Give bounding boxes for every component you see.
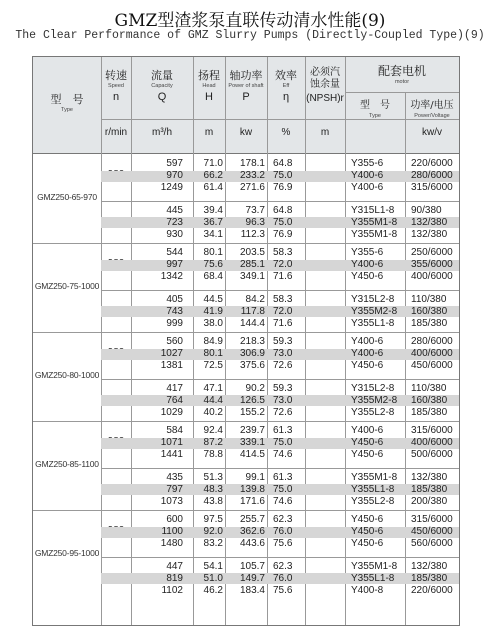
cell-capacity: 970 xyxy=(166,170,183,182)
unit-npsh: m xyxy=(320,127,330,138)
cell-head: 36.7 xyxy=(203,216,223,228)
cell-power: 144.4 xyxy=(239,318,265,329)
cell-power-voltage: 450/6000 xyxy=(411,526,453,538)
cell-efficiency: 75.0 xyxy=(273,483,293,495)
cell-power-voltage: 132/380 xyxy=(411,216,448,228)
cell-power-voltage: 200/380 xyxy=(411,496,448,507)
cell-head: 51.0 xyxy=(203,572,223,584)
cell-motor-type: Y355M1-8 xyxy=(351,229,398,240)
cell-head: 66.2 xyxy=(203,170,223,182)
cell-motor-type: Y450-6 xyxy=(351,514,384,525)
cell-efficiency: 76.0 xyxy=(273,526,293,538)
cell-motor-type: Y355L1-8 xyxy=(351,318,395,329)
header-motor: 配套电机 motor xyxy=(377,64,426,85)
cell-motor-type: Y450-6 xyxy=(351,449,384,461)
cell-power-voltage: 185/380 xyxy=(411,318,448,329)
block-divider xyxy=(33,421,459,422)
model-block xyxy=(33,154,459,243)
cell-capacity: 1441 xyxy=(160,449,183,461)
cell-power-voltage: 132/380 xyxy=(411,229,448,240)
cell-head: 80.1 xyxy=(203,247,223,258)
cell-power-voltage: 160/380 xyxy=(411,394,448,406)
cell-efficiency: 75.0 xyxy=(273,437,293,449)
cell-motor-type: Y355M2-8 xyxy=(351,305,398,317)
cell-motor-type: Y355M1-8 xyxy=(351,560,398,572)
cell-motor-type: Y315L1-8 xyxy=(351,204,395,216)
cell-head: 87.2 xyxy=(203,437,223,449)
cell-power: 218.3 xyxy=(239,336,265,347)
cell-head: 68.4 xyxy=(203,271,223,283)
cell-efficiency: 71.6 xyxy=(273,318,293,329)
cell-power-voltage: 560/6000 xyxy=(411,538,453,550)
cell-head: 48.3 xyxy=(203,483,223,495)
cell-efficiency: 76.9 xyxy=(273,182,293,194)
cell-motor-type: Y400-6 xyxy=(351,182,384,194)
cell-head: 41.9 xyxy=(203,305,223,317)
model-block xyxy=(33,510,459,599)
cell-efficiency: 75.0 xyxy=(273,170,293,182)
cell-capacity: 435 xyxy=(166,471,183,483)
cell-head: 92.4 xyxy=(203,425,223,436)
cell-motor-type: Y355L1-8 xyxy=(351,572,395,584)
cell-capacity: 560 xyxy=(166,336,183,347)
cell-capacity: 1381 xyxy=(160,360,183,372)
cell-motor-type: Y355M1-8 xyxy=(351,216,398,228)
cell-motor-type: Y355L2-8 xyxy=(351,496,395,507)
cell-head: 83.2 xyxy=(203,538,223,550)
cell-power: 126.5 xyxy=(239,394,265,406)
cell-capacity: 743 xyxy=(166,305,183,317)
group-divider xyxy=(101,201,459,202)
cell-power-voltage: 280/6000 xyxy=(411,170,453,182)
unit-capacity: m³/h xyxy=(152,127,172,138)
cell-power-voltage: 250/6000 xyxy=(411,247,453,258)
cell-capacity: 999 xyxy=(166,318,183,329)
header-motor-type: 型 号 Type xyxy=(360,100,390,119)
cell-motor-type: Y450-6 xyxy=(351,526,384,538)
cell-power: 139.8 xyxy=(239,483,265,495)
header-efficiency: 效率 Eff η xyxy=(275,69,297,103)
header-power: 轴功率 Power of shaft P xyxy=(228,69,264,103)
cell-efficiency: 59.3 xyxy=(273,336,293,347)
group-divider xyxy=(101,557,459,558)
cell-head: 51.3 xyxy=(203,471,223,483)
table-header xyxy=(33,57,459,153)
block-divider xyxy=(33,510,459,511)
cell-capacity: 447 xyxy=(166,560,183,572)
header-capacity: 流量 Capacity Q xyxy=(151,69,173,103)
cell-efficiency: 73.0 xyxy=(273,394,293,406)
pump-model: GMZ250-95-1000 xyxy=(34,548,100,558)
cell-capacity: 1029 xyxy=(160,407,183,418)
cell-motor-type: Y315L2-8 xyxy=(351,382,395,394)
cell-capacity: 997 xyxy=(166,259,183,271)
cell-motor-type: Y400-8 xyxy=(351,585,384,596)
group-divider xyxy=(101,290,459,291)
cell-power-voltage: 500/6000 xyxy=(411,449,453,461)
pump-model: GMZ250-65-970 xyxy=(37,192,97,202)
cell-capacity: 1102 xyxy=(161,585,183,596)
cell-motor-type: Y315L2-8 xyxy=(351,293,395,305)
cell-efficiency: 71.6 xyxy=(273,271,293,283)
cell-power: 414.5 xyxy=(239,449,265,461)
cell-power: 105.7 xyxy=(239,560,265,572)
cell-capacity: 764 xyxy=(166,394,183,406)
cell-efficiency: 75.6 xyxy=(273,538,293,550)
cell-motor-type: Y400-6 xyxy=(351,336,384,347)
cell-efficiency: 72.0 xyxy=(273,305,293,317)
cell-motor-type: Y400-6 xyxy=(351,170,384,182)
cell-motor-type: Y355M1-8 xyxy=(351,471,398,483)
cell-power: 155.2 xyxy=(239,407,265,418)
cell-head: 75.6 xyxy=(203,259,223,271)
cell-efficiency: 76.9 xyxy=(273,229,293,240)
cell-power-voltage: 110/380 xyxy=(411,382,447,394)
watermark xyxy=(270,610,410,620)
cell-power-voltage: 400/6000 xyxy=(411,271,453,283)
cell-head: 38.0 xyxy=(203,318,223,329)
cell-power-voltage: 185/380 xyxy=(411,407,448,418)
cell-capacity: 1073 xyxy=(160,496,183,507)
cell-motor-type: Y355M2-8 xyxy=(351,394,398,406)
unit-efficiency: % xyxy=(281,127,291,138)
cell-capacity: 797 xyxy=(166,483,183,495)
cell-power: 203.5 xyxy=(239,247,265,258)
cell-motor-type: Y355-6 xyxy=(351,158,384,169)
cell-efficiency: 72.6 xyxy=(273,360,293,372)
cell-power-voltage: 185/380 xyxy=(411,483,448,495)
cell-power-voltage: 355/6000 xyxy=(411,259,453,271)
cell-head: 44.4 xyxy=(203,394,223,406)
cell-capacity: 819 xyxy=(166,572,183,584)
cell-power: 349.1 xyxy=(239,271,265,283)
cell-efficiency: 64.8 xyxy=(273,204,293,216)
cell-head: 40.2 xyxy=(203,407,223,418)
cell-power: 443.6 xyxy=(239,538,265,550)
cell-capacity: 723 xyxy=(166,216,183,228)
cell-power-voltage: 110/380 xyxy=(411,293,447,305)
cell-power-voltage: 280/6000 xyxy=(411,336,453,347)
cell-efficiency: 75.0 xyxy=(273,216,293,228)
cell-capacity: 405 xyxy=(166,293,183,305)
cell-power-voltage: 160/380 xyxy=(411,305,448,317)
cell-power: 171.6 xyxy=(239,496,265,507)
cell-efficiency: 64.8 xyxy=(273,158,293,169)
cell-head: 54.1 xyxy=(203,560,223,572)
cell-head: 34.1 xyxy=(203,229,223,240)
cell-motor-type: Y400-6 xyxy=(351,348,384,360)
block-divider xyxy=(33,243,459,244)
unit-speed: r/min xyxy=(104,127,128,138)
cell-efficiency: 75.6 xyxy=(273,585,293,596)
cell-power-voltage: 90/380 xyxy=(411,204,442,216)
motor-divider xyxy=(345,92,459,93)
cell-head: 44.5 xyxy=(203,293,223,305)
cell-capacity: 1027 xyxy=(160,348,183,360)
cell-power-voltage: 450/6000 xyxy=(411,360,453,372)
group-divider xyxy=(101,379,459,380)
block-divider xyxy=(33,332,459,333)
cell-efficiency: 72.0 xyxy=(273,259,293,271)
cell-power-voltage: 400/6000 xyxy=(411,348,453,360)
cell-power: 178.1 xyxy=(239,158,265,169)
cell-efficiency: 74.6 xyxy=(273,496,293,507)
cell-power: 99.1 xyxy=(245,471,265,483)
cell-power: 271.6 xyxy=(239,182,265,194)
cell-capacity: 417 xyxy=(166,382,183,394)
cell-power-voltage: 220/6000 xyxy=(411,158,453,169)
cell-head: 80.1 xyxy=(203,348,223,360)
page-title: GMZ型渣浆泵直联传动清水性能(9) xyxy=(114,11,386,31)
cell-motor-type: Y450-6 xyxy=(351,437,384,449)
cell-power: 339.1 xyxy=(239,437,265,449)
cell-power-voltage: 220/6000 xyxy=(411,585,453,596)
cell-capacity: 1100 xyxy=(161,526,183,538)
cell-head: 72.5 xyxy=(203,360,223,372)
cell-motor-type: Y355L2-8 xyxy=(351,407,395,418)
cell-head: 43.8 xyxy=(203,496,223,507)
cell-power: 84.2 xyxy=(245,293,265,305)
cell-efficiency: 62.3 xyxy=(273,514,293,525)
header-model: 型 号 Type xyxy=(50,93,84,113)
cell-head: 46.2 xyxy=(203,585,223,596)
header-npsh: 必须汽蚀余量 (NPSH)r xyxy=(306,67,344,104)
cell-head: 97.5 xyxy=(203,514,223,525)
cell-power: 90.2 xyxy=(245,382,265,394)
cell-capacity: 445 xyxy=(166,204,183,216)
cell-head: 61.4 xyxy=(203,182,223,194)
cell-capacity: 600 xyxy=(166,514,183,525)
header-speed: 转速 Speed n xyxy=(105,69,127,103)
cell-motor-type: Y450-6 xyxy=(351,538,384,550)
model-block xyxy=(33,421,459,510)
cell-power: 183.4 xyxy=(239,585,265,596)
cell-capacity: 597 xyxy=(166,158,183,169)
model-block xyxy=(33,243,459,332)
cell-efficiency: 61.3 xyxy=(273,425,293,436)
cell-efficiency: 58.3 xyxy=(273,293,293,305)
cell-power-voltage: 315/6000 xyxy=(411,182,453,194)
cell-power-voltage: 132/380 xyxy=(411,560,448,572)
cell-capacity: 584 xyxy=(166,425,183,436)
cell-efficiency: 74.6 xyxy=(273,449,293,461)
cell-head: 39.4 xyxy=(203,204,223,216)
cell-motor-type: Y355-6 xyxy=(351,247,384,258)
cell-power-voltage: 315/6000 xyxy=(411,514,453,525)
cell-motor-type: Y400-6 xyxy=(351,425,384,436)
cell-efficiency: 76.0 xyxy=(273,572,293,584)
cell-motor-type: Y400-6 xyxy=(351,259,384,271)
cell-capacity: 1071 xyxy=(160,437,183,449)
cell-power: 73.7 xyxy=(245,204,265,216)
cell-capacity: 930 xyxy=(166,229,183,240)
pump-model: GMZ250-85-1100 xyxy=(35,459,99,469)
cell-power: 149.7 xyxy=(239,572,265,584)
unit-power: kw xyxy=(239,127,253,138)
cell-power: 239.7 xyxy=(239,425,265,436)
cell-power: 112.3 xyxy=(240,229,265,240)
cell-power-voltage: 400/6000 xyxy=(411,437,453,449)
cell-power: 306.9 xyxy=(239,348,265,360)
pump-model: GMZ250-75-1000 xyxy=(34,281,100,291)
header-head: 扬程 Head H xyxy=(198,69,220,103)
cell-power: 117.8 xyxy=(240,305,265,317)
cell-efficiency: 72.6 xyxy=(273,407,293,418)
cell-motor-type: Y450-6 xyxy=(351,360,384,372)
cell-head: 47.1 xyxy=(203,382,223,394)
model-block xyxy=(33,332,459,421)
unit-power-voltage: kw/v xyxy=(422,127,442,138)
cell-capacity: 544 xyxy=(166,247,183,258)
cell-capacity: 1249 xyxy=(160,182,183,194)
cell-motor-type: Y450-6 xyxy=(351,271,384,283)
performance-table xyxy=(32,56,460,626)
cell-capacity: 1342 xyxy=(160,271,183,283)
cell-power: 233.2 xyxy=(239,170,265,182)
cell-efficiency: 73.0 xyxy=(273,348,293,360)
cell-head: 92.0 xyxy=(203,526,223,538)
cell-head: 84.9 xyxy=(203,336,223,347)
header-power-voltage: 功率/电压 Power/Voltage xyxy=(410,100,454,119)
cell-head: 78.8 xyxy=(203,449,223,461)
cell-power-voltage: 132/380 xyxy=(411,471,448,483)
cell-power: 96.3 xyxy=(245,216,265,228)
cell-power: 362.6 xyxy=(239,526,265,538)
cell-capacity: 1480 xyxy=(160,538,183,550)
cell-power-voltage: 185/380 xyxy=(411,572,448,584)
cell-power: 375.6 xyxy=(239,360,265,372)
cell-efficiency: 59.3 xyxy=(273,382,293,394)
cell-power: 255.7 xyxy=(239,514,265,525)
cell-efficiency: 62.3 xyxy=(273,560,293,572)
group-divider xyxy=(101,468,459,469)
cell-power-voltage: 315/6000 xyxy=(411,425,453,436)
unit-head: m xyxy=(204,127,214,138)
pump-model: GMZ250-80-1000 xyxy=(34,370,100,380)
cell-motor-type: Y355L1-8 xyxy=(351,483,395,495)
page-subtitle: The Clear Performance of GMZ Slurry Pumps (Directly-Coupled Type)(9) xyxy=(15,29,485,42)
cell-efficiency: 58.3 xyxy=(273,247,293,258)
cell-head: 71.0 xyxy=(203,158,223,169)
cell-power: 285.1 xyxy=(239,259,265,271)
cell-efficiency: 61.3 xyxy=(273,471,293,483)
